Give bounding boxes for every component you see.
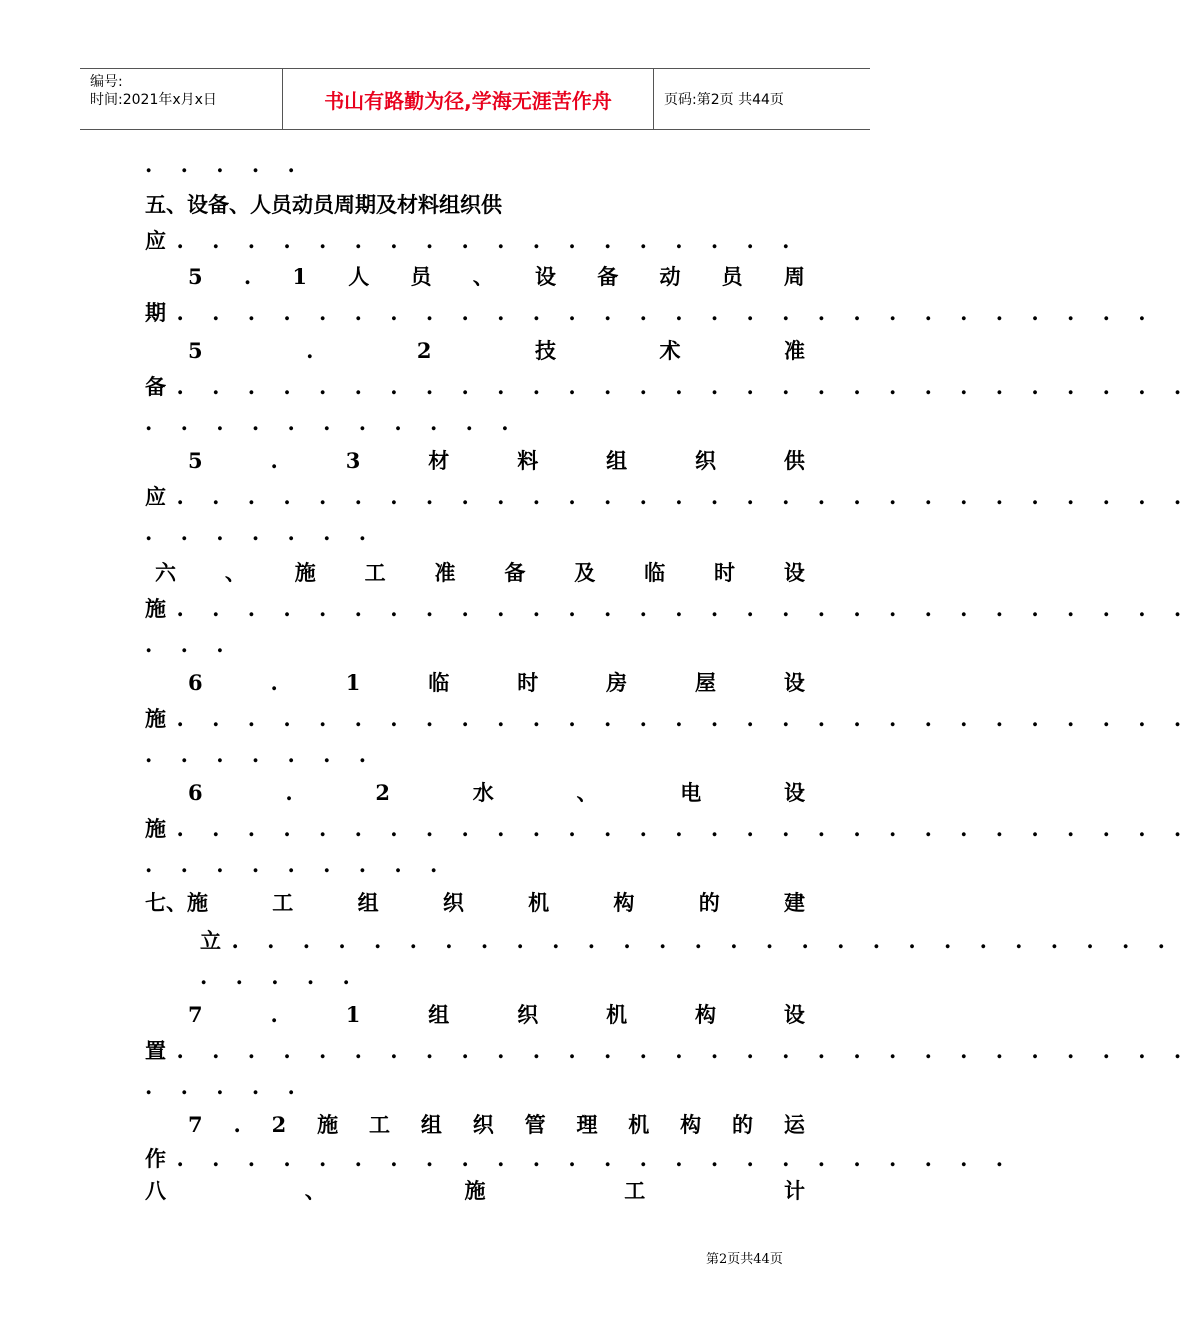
- toc-token: 织: [517, 1002, 539, 1027]
- toc-line: 备. . . . . . . . . . . . . . . . . . . . . . . . . . . . .: [145, 374, 1192, 399]
- toc-token: 2: [416, 338, 432, 363]
- toc-line: 作. . . . . . . . . . . . . . . . . . . . . . . .: [145, 1146, 1014, 1171]
- toc-line: 立. . . . . . . . . . . . . . . . . . . . . . . . . . .: [200, 928, 1176, 953]
- toc-token: 运: [783, 1112, 805, 1137]
- toc-token: 七、施: [145, 890, 208, 915]
- toc-token: 组: [357, 890, 379, 915]
- toc-token: 设: [534, 264, 556, 289]
- toc-line: 施. . . . . . . . . . . . . . . . . . . . . . . . . . . . .: [145, 596, 1192, 621]
- toc-token: 供: [783, 448, 805, 473]
- toc-line: . . . . . . .: [145, 520, 377, 545]
- toc-token: .: [306, 338, 314, 363]
- toc-token: .: [270, 448, 278, 473]
- toc-token: 7: [188, 1112, 203, 1137]
- toc-token: .: [270, 670, 278, 695]
- toc-token: 机: [606, 1002, 628, 1027]
- toc-token: 、: [224, 560, 246, 585]
- toc-token: 员: [721, 264, 743, 289]
- toc-token: 5: [188, 448, 203, 473]
- toc-token: 织: [472, 1112, 494, 1137]
- toc-token: 施: [464, 1178, 486, 1203]
- toc-token: 设: [783, 1002, 805, 1027]
- toc-token: 料: [517, 448, 539, 473]
- toc-token: 时: [517, 670, 539, 695]
- toc-token: 6: [188, 780, 203, 805]
- toc-line: . . . . . . . . .: [145, 852, 448, 877]
- toc-line: [188, 668, 805, 698]
- toc-token: 构: [613, 890, 635, 915]
- time-label: 时间:2021年x月x日: [90, 92, 217, 108]
- toc-line: . . .: [145, 632, 235, 657]
- toc-token: 机: [528, 890, 550, 915]
- toc-token: 1: [345, 670, 361, 695]
- toc-token: 五、设备、人员动员周期及材料组织供: [145, 192, 502, 217]
- toc-token: 术: [659, 338, 681, 363]
- toc-line: [188, 778, 805, 808]
- toc-token: 5: [188, 264, 203, 289]
- toc-line: 期. . . . . . . . . . . . . . . . . . . . . . . . . . . .: [145, 300, 1157, 325]
- toc-line: . . . . . . .: [145, 742, 377, 767]
- toc-token: 技: [535, 338, 557, 363]
- toc-token: 1: [292, 264, 308, 289]
- toc-token: 5: [188, 338, 203, 363]
- toc-token: .: [233, 1112, 241, 1137]
- toc-token: 3: [345, 448, 361, 473]
- toc-token: 六: [155, 560, 176, 585]
- toc-token: 准: [434, 560, 456, 585]
- toc-token: 时: [714, 560, 735, 585]
- toc-line: [188, 262, 805, 292]
- toc-token: 屋: [695, 670, 716, 695]
- header-page-label: 页码:第2页 共44页: [664, 92, 784, 108]
- header-motto: 书山有路勤为径,学海无涯苦作舟: [282, 69, 654, 129]
- toc-token: 织: [695, 448, 716, 473]
- toc-line: 应. . . . . . . . . . . . . . . . . . . . . . . . . . . . .: [145, 484, 1192, 509]
- toc-token: 工: [369, 1112, 390, 1137]
- toc-line: [145, 190, 805, 220]
- toc-token: 临: [428, 670, 450, 695]
- toc-line: [188, 336, 805, 366]
- toc-token: 计: [784, 1178, 805, 1203]
- toc-token: 备: [597, 264, 619, 289]
- toc-line: [188, 1110, 805, 1140]
- toc-token: 、: [576, 780, 598, 805]
- toc-token: 备: [504, 560, 526, 585]
- toc-token: .: [270, 1002, 278, 1027]
- toc-token: 八: [145, 1178, 166, 1203]
- toc-token: 1: [345, 1002, 361, 1027]
- toc-token: 设: [783, 560, 805, 585]
- toc-token: 的: [698, 890, 720, 915]
- toc-token: 水: [472, 780, 494, 805]
- page-footer: 第2页共44页: [706, 1252, 783, 1267]
- toc-token: 设: [783, 670, 805, 695]
- toc-token: .: [285, 780, 293, 805]
- toc-token: 员: [410, 264, 432, 289]
- toc-token: 工: [272, 890, 294, 915]
- toc-line: . . . . .: [145, 152, 306, 177]
- toc-token: 2: [271, 1112, 287, 1137]
- toc-token: 机: [628, 1112, 650, 1137]
- toc-token: 6: [188, 670, 203, 695]
- toc-token: 材: [428, 448, 450, 473]
- toc-line: 应. . . . . . . . . . . . . . . . . .: [145, 228, 800, 253]
- toc-token: 临: [644, 560, 666, 585]
- toc-token: 的: [732, 1112, 754, 1137]
- toc-line: [145, 1176, 805, 1206]
- toc-token: 周: [783, 264, 805, 289]
- toc-token: 人: [348, 264, 370, 289]
- toc-token: 动: [659, 264, 681, 289]
- toc-token: 构: [680, 1112, 702, 1137]
- toc-token: 管: [524, 1112, 546, 1137]
- toc-token: 、: [304, 1178, 326, 1203]
- toc-line: [155, 558, 805, 588]
- toc-token: 组: [420, 1112, 442, 1137]
- toc-line: [188, 1000, 805, 1030]
- toc-line: . . . . .: [145, 1074, 306, 1099]
- toc-token: 及: [574, 560, 596, 585]
- toc-line: [188, 446, 805, 476]
- toc-token: 准: [783, 338, 805, 363]
- toc-token: 工: [364, 560, 386, 585]
- toc-line: [145, 888, 805, 918]
- toc-token: 房: [606, 670, 628, 695]
- toc-token: 理: [576, 1112, 598, 1137]
- toc-line: . . . . .: [200, 964, 361, 989]
- toc-token: 施: [294, 560, 316, 585]
- toc-token: 7: [188, 1002, 203, 1027]
- toc-line: 施. . . . . . . . . . . . . . . . . . . . . . . . . . . . .: [145, 816, 1192, 841]
- toc-token: 设: [783, 780, 805, 805]
- toc-line: . . . . . . . . . . .: [145, 410, 520, 435]
- toc-token: 电: [680, 780, 702, 805]
- number-label: 编号:: [90, 74, 123, 90]
- toc-token: 2: [375, 780, 391, 805]
- toc-line: 施. . . . . . . . . . . . . . . . . . . . . . . . . . . . .: [145, 706, 1192, 731]
- toc-token: 组: [428, 1002, 450, 1027]
- toc-token: 组: [606, 448, 628, 473]
- toc-token: 织: [442, 890, 464, 915]
- toc-token: 建: [783, 890, 805, 915]
- toc-token: .: [243, 264, 252, 289]
- toc-line: 置. . . . . . . . . . . . . . . . . . . . . . . . . . . . .: [145, 1038, 1192, 1063]
- toc-token: 工: [624, 1178, 646, 1203]
- toc-token: 施: [317, 1112, 339, 1137]
- toc-token: 、: [472, 264, 494, 289]
- toc-token: 构: [695, 1002, 716, 1027]
